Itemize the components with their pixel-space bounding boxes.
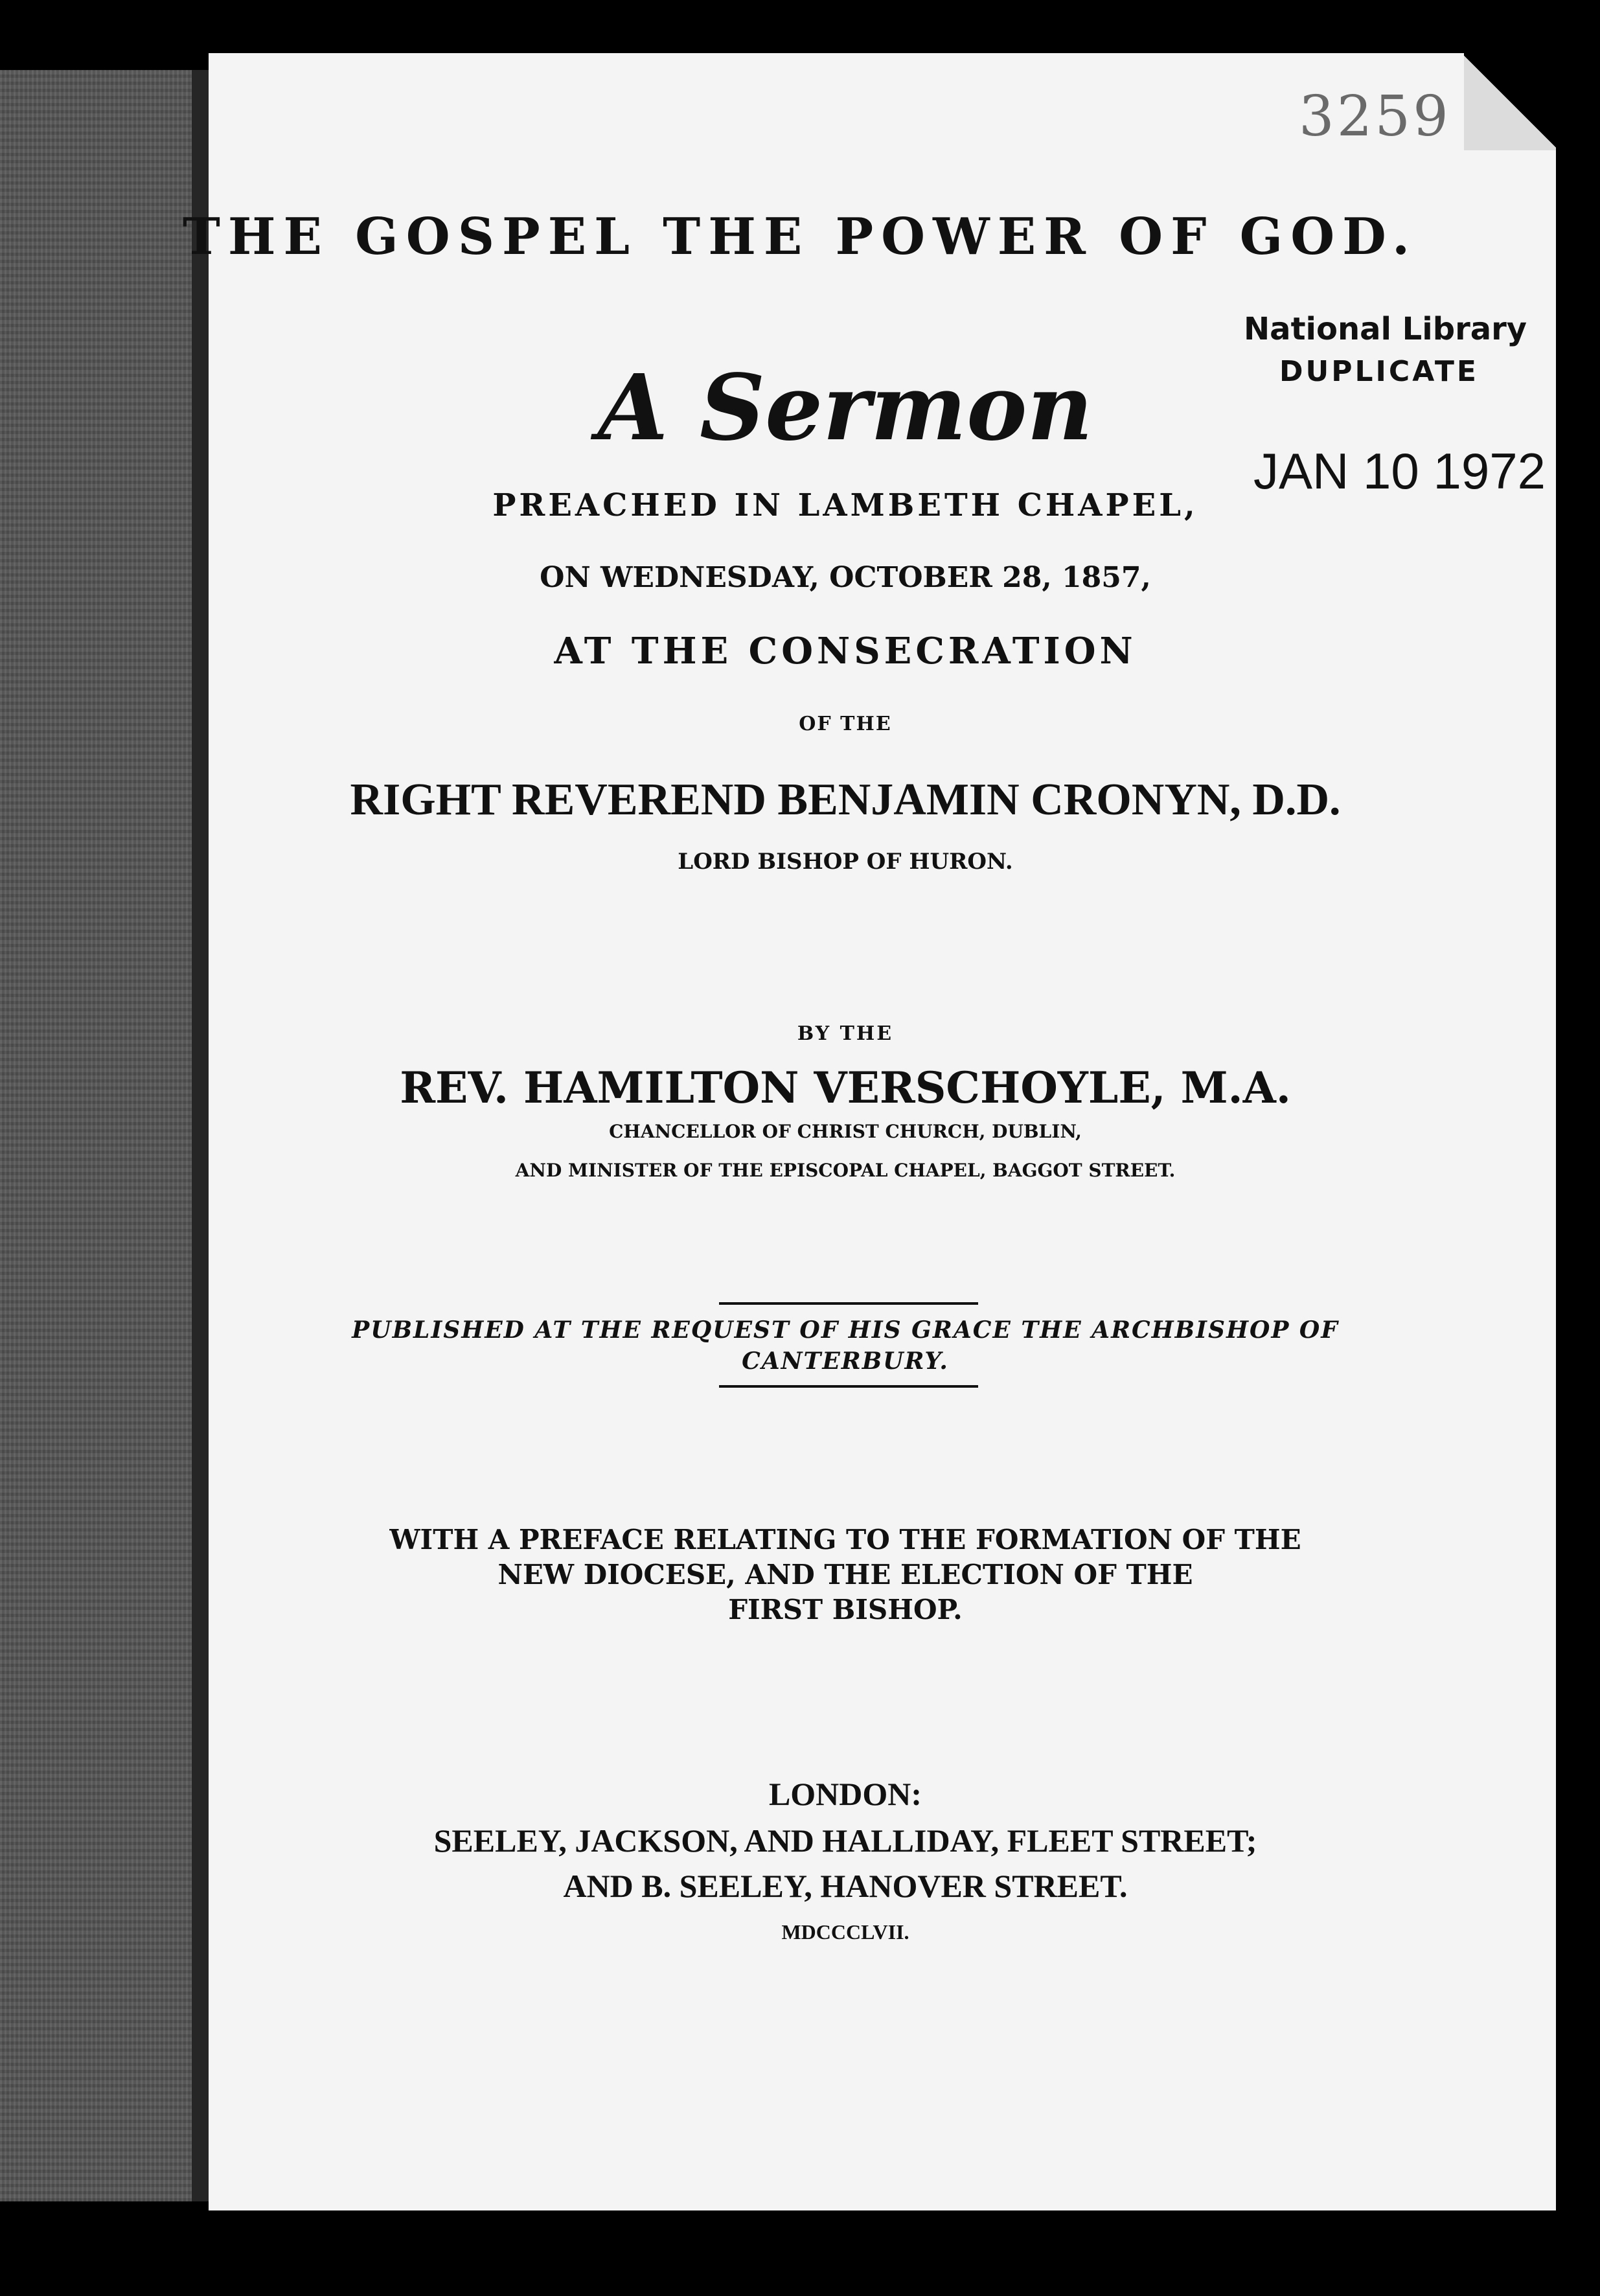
bishop-title: LORD BISHOP OF HURON.	[678, 849, 1013, 875]
author-role-1: CHANCELLOR OF CHRIST CHURCH, DUBLIN,	[609, 1121, 1082, 1142]
author-name: REV. HAMILTON VERSCHOYLE, M.A.	[400, 1062, 1291, 1113]
published-line-1: PUBLISHED AT THE REQUEST OF HIS GRACE THE ARCHBISHOP OF	[352, 1316, 1339, 1344]
occasion-line: AT THE CONSECRATION	[554, 630, 1137, 672]
of-the-line: OF THE	[799, 713, 892, 735]
preface-line-1: WITH A PREFACE RELATING TO THE FORMATION OF THE	[389, 1524, 1301, 1556]
by-the-line: BY THE	[797, 1022, 894, 1045]
published-line-2: CANTERBURY.	[742, 1348, 949, 1375]
top-rule	[719, 1302, 978, 1305]
subtitle: A Sermon	[597, 355, 1093, 461]
folded-corner	[1464, 53, 1556, 150]
library-stamp: National Library	[1244, 311, 1527, 347]
imprint-city: LONDON:	[768, 1776, 922, 1812]
preface-line-2: NEW DIOCESE, AND THE ELECTION OF THE	[497, 1559, 1193, 1590]
duplicate-stamp: DUPLICATE	[1279, 355, 1479, 388]
imprint-year: MDCCCLVII.	[781, 1920, 909, 1944]
preached-line: PREACHED IN LAMBETH CHAPEL,	[492, 487, 1198, 523]
accession-number-stamp: 3259	[1299, 84, 1451, 149]
bishop-name: RIGHT REVEREND BENJAMIN CRONYN, D.D.	[350, 775, 1341, 825]
imprint-publisher-2: AND B. SEELEY, HANOVER STREET.	[563, 1868, 1128, 1904]
preface-line-3: FIRST BISHOP.	[728, 1594, 963, 1625]
imprint-publisher-1: SEELEY, JACKSON, AND HALLIDAY, FLEET STREET;	[433, 1822, 1257, 1859]
date-line: ON WEDNESDAY, OCTOBER 28, 1857,	[540, 561, 1151, 594]
bottom-rule	[719, 1385, 978, 1388]
author-role-2: AND MINISTER OF THE EPISCOPAL CHAPEL, BAGGOT STREET.	[515, 1160, 1176, 1181]
page-title: THE GOSPEL THE POWER OF GOD.	[182, 207, 1418, 266]
date-stamp: JAN 10 1972	[1253, 442, 1546, 499]
